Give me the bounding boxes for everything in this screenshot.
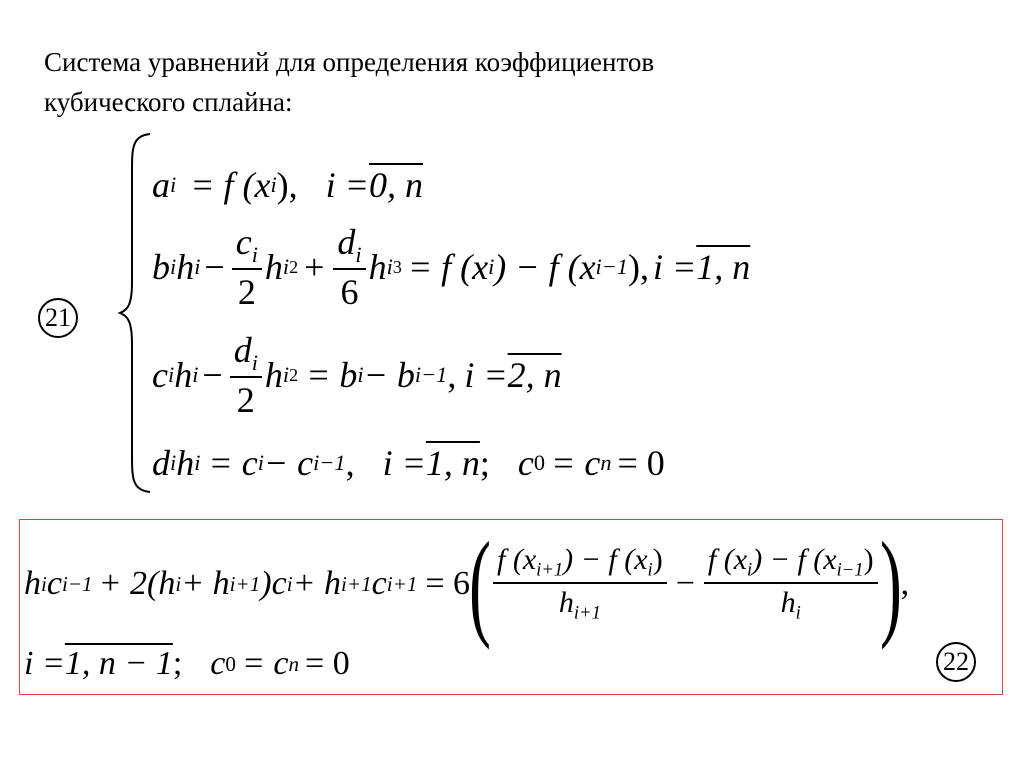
eq2-frac2-num: d — [337, 221, 356, 262]
eq3-fraction — [230, 329, 262, 421]
eq2-b: b — [152, 247, 170, 287]
eq3-rhs-sub2: i−1 — [414, 362, 448, 387]
box-minus: − — [675, 565, 695, 602]
eq3-frac-num-sub: i — [251, 349, 258, 375]
eq2-rhs-close: ), — [627, 247, 649, 287]
boxed-equation-line-2 — [24, 638, 350, 690]
eq1-range: 0, n — [368, 165, 423, 205]
eq2-frac2-num-sub: i — [355, 241, 362, 267]
box-term2: + 2(h — [98, 565, 176, 602]
equation-label-21-text: 21 — [45, 303, 71, 332]
eq4-h-sub: i — [194, 450, 201, 475]
eq4-comma: , — [345, 443, 355, 483]
box-f1-den: h — [558, 586, 574, 619]
equation-label-22-text: 22 — [943, 647, 969, 676]
eq2-frac1-den: 2 — [237, 272, 256, 313]
eq2-minus: − — [204, 247, 225, 287]
eq2-h: h — [176, 247, 195, 287]
box-term3: + h — [181, 565, 230, 602]
box-cn-sub: n — [288, 651, 300, 676]
box-term5-sub: i+1 — [341, 571, 372, 596]
eq2-fraction-2 — [333, 221, 365, 313]
eq4-rhs-mid: − c — [263, 443, 314, 483]
eq2-h1-sup: 2 — [289, 256, 299, 277]
eq3-c-sub: i — [167, 362, 175, 387]
eq4-rhs-sub2: i−1 — [313, 450, 346, 475]
box-eq-6: = 6 — [425, 565, 471, 602]
eq1-lhs: a — [152, 165, 170, 205]
eq2-rhs1: = f (x — [407, 247, 489, 287]
equation-label-22 — [936, 642, 976, 682]
eq4-cn-sub: n — [600, 450, 612, 475]
heading-line-1: Система уравнений для определения коэффициентов — [44, 47, 655, 77]
box-f2-den-sub: i — [795, 602, 801, 624]
box-f2-num-b: ) − f (x — [752, 542, 837, 576]
eq2-frac2-den: 6 — [340, 272, 359, 313]
box-f1-den-sub: i+1 — [573, 602, 601, 624]
eq1-lhs-sub: i — [170, 172, 177, 197]
eq3-frac-den: 2 — [236, 380, 255, 421]
eq2-h2-sub: i — [386, 254, 393, 279]
box-term6: c — [371, 565, 387, 602]
eq2-h2-sup: 3 — [392, 256, 402, 277]
eq2-h2: h — [368, 247, 387, 287]
box-f1-num-b: ) − f (x — [563, 542, 648, 576]
eq4-rhs: = c — [208, 443, 258, 483]
box-term2-sub: i — [175, 571, 182, 596]
eq3-minus: − — [202, 355, 223, 395]
box-semi: ; — [172, 645, 183, 682]
eq2-rhs2-sub: i−1 — [595, 254, 628, 279]
eq4-semi: ; — [479, 443, 490, 483]
box-trailing-comma: , — [900, 565, 910, 602]
eq4-rhs-sub1: i — [257, 450, 264, 475]
box-f1-num-c: ) — [652, 542, 663, 576]
eq4-range-var: i = — [382, 443, 426, 483]
eq2-rhs1-sub: i — [488, 254, 495, 279]
eq3-h: h — [174, 355, 193, 395]
eq3-h2: h — [264, 355, 283, 395]
eq4-h: h — [176, 443, 195, 483]
right-paren: ) — [879, 517, 902, 650]
eq3-h-sub: i — [192, 362, 199, 387]
eq3-range: 2, n — [507, 355, 562, 395]
box-h: h — [24, 565, 41, 602]
eq2-range-var: i = — [652, 247, 697, 287]
eq2-h1: h — [264, 247, 283, 287]
heading — [44, 42, 944, 122]
box-term3-sub: i+1 — [229, 571, 261, 596]
box-term5: + h — [292, 565, 342, 602]
eq3-frac-num: d — [233, 329, 252, 370]
eq3-c: c — [152, 355, 168, 395]
eq2-h1-sub: i — [282, 254, 290, 279]
boxed-equation-22 — [19, 519, 1003, 695]
eq2-frac1-num: c — [235, 221, 252, 262]
eq1-rhs-close: ), — [276, 165, 298, 205]
left-paren: ( — [469, 517, 492, 650]
eq3-h2-sub: i — [282, 362, 290, 387]
box-fraction-2 — [704, 542, 878, 624]
box-f2-num-a-sub: i — [747, 559, 753, 581]
box-range: 1, n − 1 — [64, 645, 173, 682]
eq3-rhs: = b — [306, 355, 358, 395]
eq1-rhs: = f (x — [190, 165, 271, 205]
box-fraction-1 — [493, 542, 667, 624]
box-term4-sub: i — [286, 571, 293, 596]
box-cond-eq1: = c — [241, 645, 289, 682]
box-c: c — [46, 565, 62, 602]
eq3-rhs-sub1: i — [357, 362, 364, 387]
box-f2-num-a: f (x — [707, 542, 748, 576]
eq1-rhs-sub: i — [270, 172, 277, 197]
eq3-comma: , — [447, 355, 457, 395]
eq4-cond-eq1: = c — [551, 443, 601, 483]
eq4-range: 1, n — [425, 443, 480, 483]
eq4-c0: c — [517, 443, 534, 483]
box-term4: )c — [260, 565, 287, 602]
box-f1-num-a-sub: i+1 — [536, 559, 564, 581]
box-f2-den: h — [780, 586, 796, 619]
box-c0: c — [210, 645, 226, 682]
eq2-fraction-1 — [232, 221, 262, 313]
eq2-rhs-mid: ) − f (x — [494, 247, 596, 287]
box-f1-num-b-sub: i — [647, 559, 653, 581]
eq1-range-var: i = — [325, 165, 369, 205]
box-term6-sub: i+1 — [386, 571, 418, 596]
box-f2-num-b-sub: i−1 — [836, 559, 864, 581]
box-h-sub: i — [41, 571, 47, 596]
eq3-rhs-mid: − b — [363, 355, 415, 395]
box-cond-eq2: = 0 — [305, 645, 350, 682]
eq4-c0-sub: 0 — [533, 450, 546, 475]
system-brace — [118, 132, 154, 494]
box-range-var: i = — [24, 645, 65, 682]
eq3-h2-sup: 2 — [289, 364, 299, 385]
heading-line-2: кубического сплайна: — [44, 87, 293, 117]
eq2-h-sub: i — [194, 254, 201, 279]
box-c0-sub: 0 — [225, 651, 236, 676]
box-f1-num-a: f (x — [497, 542, 537, 576]
eq2-range: 1, n — [696, 247, 751, 287]
box-c-sub: i−1 — [61, 571, 93, 596]
boxed-equation-line-1 — [24, 517, 910, 650]
eq4-d-sub: i — [170, 450, 177, 475]
eq4-cond-eq2: = 0 — [617, 443, 665, 483]
equation-label-21 — [38, 298, 78, 338]
eq2-b-sub: i — [170, 254, 177, 279]
eq4-d: d — [152, 443, 170, 483]
eq2-plus: + — [304, 247, 325, 287]
eq2-frac1-num-sub: i — [251, 241, 258, 267]
box-f2-num-c: ) — [863, 542, 874, 576]
eq3-range-var: i = — [464, 355, 508, 395]
